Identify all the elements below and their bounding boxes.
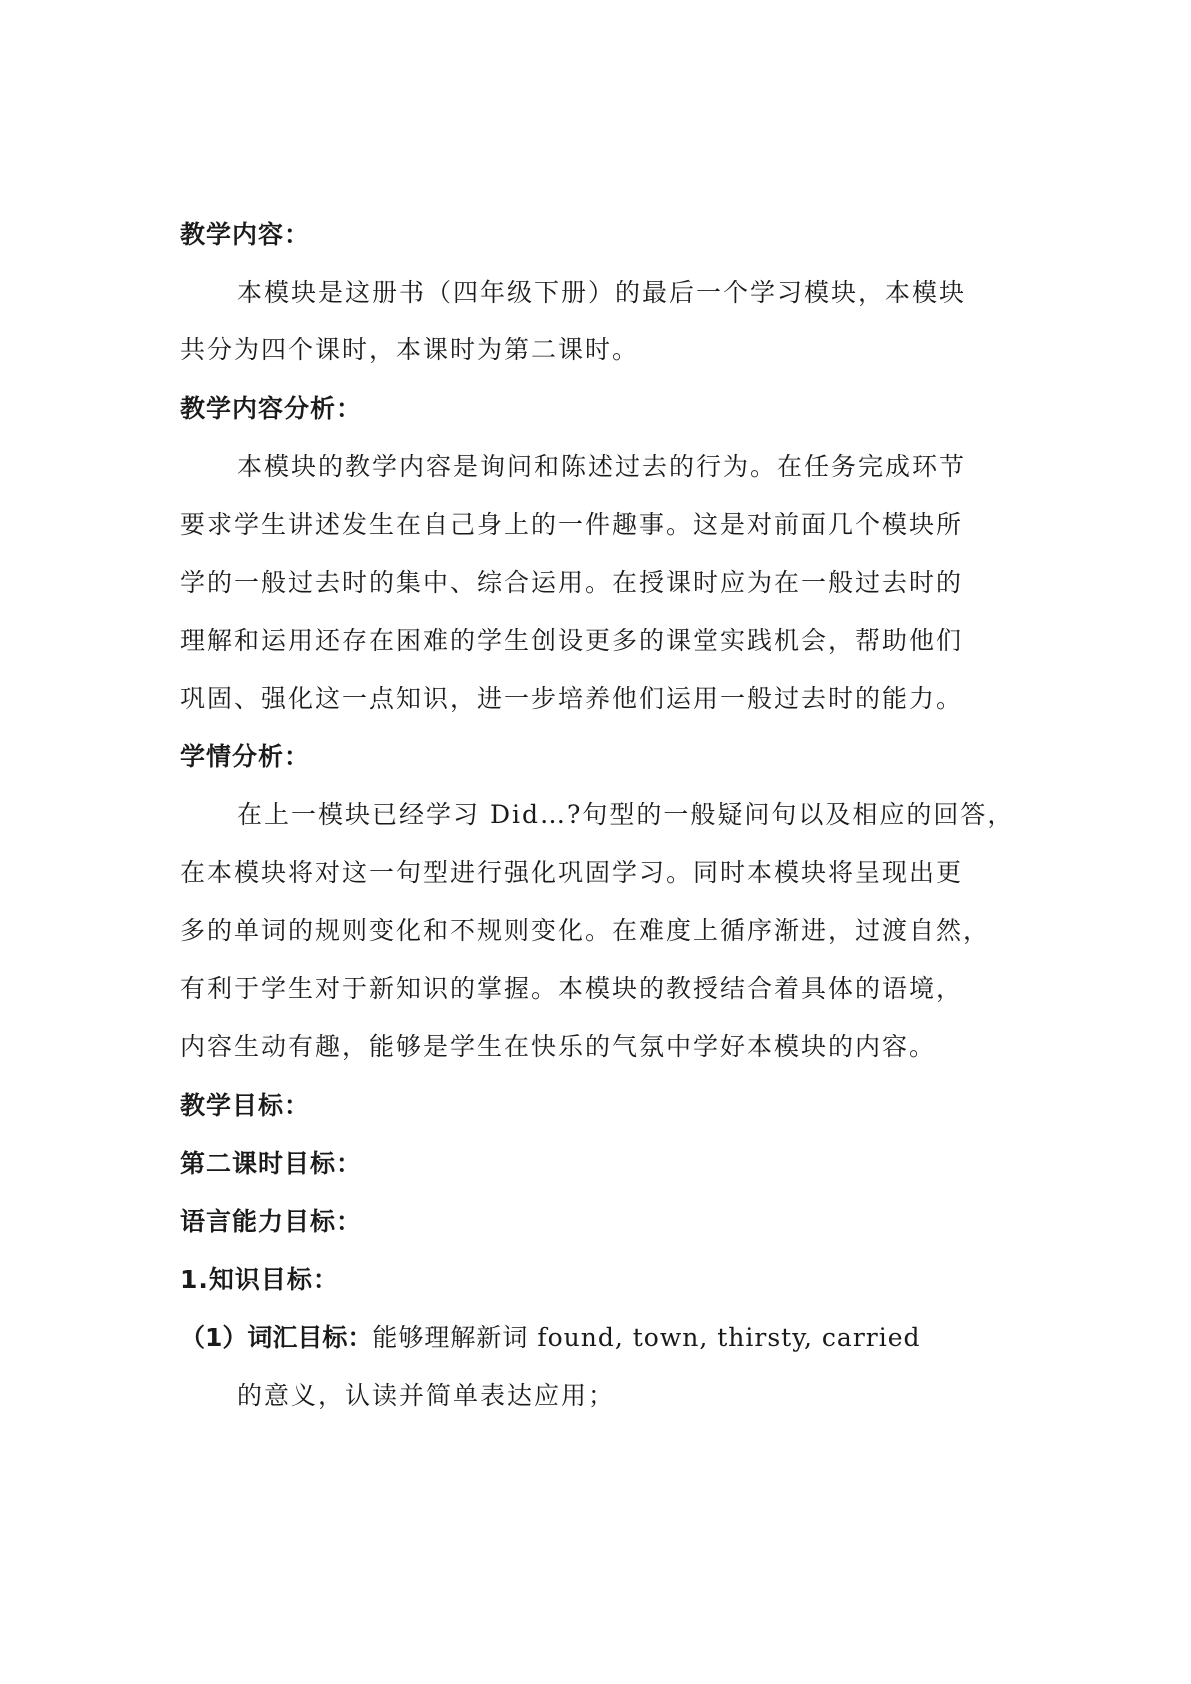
vocab-goal-label: （1）词汇目标： bbox=[180, 1323, 373, 1352]
heading-content-analysis: 教学内容分析： bbox=[180, 394, 363, 423]
paragraph-line: 学的一般过去时的集中、综合运用。在授课时应为在一般过去时的 bbox=[180, 568, 964, 597]
paragraph-line: 要求学生讲述发生在自己身上的一件趣事。这是对前面几个模块所 bbox=[180, 510, 964, 539]
paragraph-line: 在本模块将对这一句型进行强化巩固学习。同时本模块将呈现出更 bbox=[180, 858, 964, 887]
paragraph-line: 在上一模块已经学习 Did…?句型的一般疑问句以及相应的回答， bbox=[237, 800, 1015, 829]
heading-student-analysis: 学情分析： bbox=[180, 742, 311, 771]
heading-language-goals: 语言能力目标： bbox=[180, 1207, 363, 1236]
paragraph-line: 内容生动有趣，能够是学生在快乐的气氛中学好本模块的内容。 bbox=[180, 1032, 937, 1061]
paragraph-line: 本模块是这册书（四年级下册）的最后一个学习模块，本模块 bbox=[237, 278, 967, 307]
heading-knowledge-goals: 1.知识目标： bbox=[180, 1265, 339, 1294]
paragraph-line: 巩固、强化这一点知识，进一步培养他们运用一般过去时的能力。 bbox=[180, 684, 964, 713]
vocab-goal-text: 能够理解新词 found, town, thirsty, carried bbox=[372, 1323, 921, 1352]
paragraph-line: 理解和运用还存在困难的学生创设更多的课堂实践机会，帮助他们 bbox=[180, 626, 964, 655]
paragraph-line: 多的单词的规则变化和不规则变化。在难度上循序渐进，过渡自然， bbox=[180, 916, 991, 945]
paragraph-line: 有利于学生对于新知识的掌握。本模块的教授结合着具体的语境， bbox=[180, 974, 964, 1003]
vocab-goal-line bbox=[180, 1325, 921, 1350]
heading-teaching-content: 教学内容： bbox=[180, 220, 311, 249]
heading-teaching-goals: 教学目标： bbox=[180, 1091, 311, 1120]
paragraph-line: 共分为四个课时，本课时为第二课时。 bbox=[180, 335, 640, 364]
paragraph-line: 本模块的教学内容是询问和陈述过去的行为。在任务完成环节 bbox=[237, 452, 967, 481]
vocab-goal-continuation: 的意义，认读并简单表达应用； bbox=[237, 1381, 616, 1410]
heading-lesson-two-goals: 第二课时目标： bbox=[180, 1149, 363, 1178]
